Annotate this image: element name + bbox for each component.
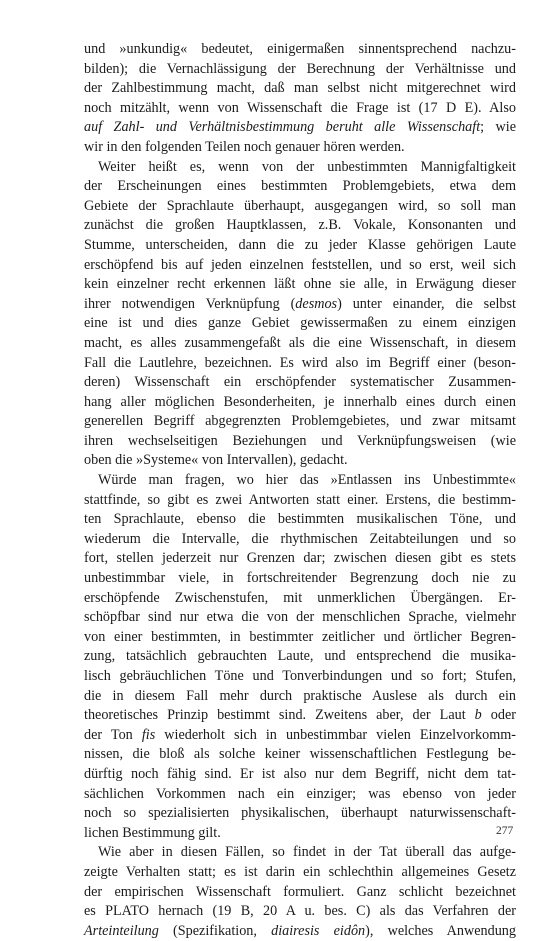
italic-text: fis — [141, 726, 156, 743]
text-run: dürftig noch fähig sind. Er ist also nur dem Begriff, nicht dem tat- — [84, 765, 516, 782]
text-line — [84, 158, 516, 178]
text-line — [84, 216, 516, 236]
text-run: ten Sprachlaute, ebenso die bestimmten musikalischen Töne, und — [84, 511, 516, 528]
text-line — [84, 804, 516, 824]
text-run: generellen Begriff abgegrenzten Problemgebietes, und zwar mitsamt — [84, 413, 516, 430]
text-run: hang aller möglichen Besonderheiten, je innerhalb eines durch einen — [84, 393, 516, 410]
text-run: Stumme, unterscheiden, dann die zu jeder Klasse gehörigen Laute — [84, 236, 516, 253]
text-line — [84, 412, 516, 432]
text-run: zeigte Verhalten statt; es ist darin ein schlechthin allgemeines Gesetz — [84, 863, 516, 880]
text-run: kein einzelner recht erkennen läßt ohne sie alle, in Erwägung dieser — [84, 276, 516, 293]
text-run: bilden); die Vernachlässigung der Berechnung der Verhältnisse und — [84, 60, 516, 77]
text-run: unbestimmbar viele, in fortschreitender Begrenzung doch nie zu — [84, 570, 516, 587]
italic-text: diairesis eidôn — [271, 922, 366, 939]
text-line — [84, 569, 516, 589]
text-line — [84, 667, 516, 687]
text-run: wiederholt sich in unbestimmbar vielen Einzelvorkomm- — [155, 726, 516, 743]
text-line — [84, 256, 516, 276]
text-line — [84, 334, 516, 354]
text-run: zunächst die großen Hauptklassen, z.B. Vokale, Konsonanten und — [84, 217, 516, 234]
text-run: der Erscheinungen eines bestimmten Problemgebiets, etwa dem — [84, 178, 516, 195]
text-run: oder — [481, 707, 516, 724]
text-line — [84, 608, 516, 628]
text-line — [84, 549, 516, 569]
text-run: der Zahlbestimmung macht, daß man selbst nicht mitgerechnet wird — [84, 80, 516, 97]
text-line — [84, 647, 516, 667]
italic-text: desmos — [295, 295, 338, 312]
text-line — [84, 393, 516, 413]
text-line — [84, 138, 516, 158]
text-run: nissen, die bloß als solche keiner wissenschaftlichen Festlegung be- — [84, 746, 516, 763]
text-run: zung, tatsächlich gebrauchten Laute, und entsprechend die musika- — [84, 648, 516, 665]
text-run: ; wie — [480, 119, 516, 136]
text-run: lichen Bestimmung gilt. — [84, 824, 221, 841]
text-line — [84, 118, 516, 138]
text-line — [84, 706, 516, 726]
text-run: Weiter heißt es, wenn von der unbestimmten Mannigfaltigkeit — [98, 158, 516, 175]
text-line — [84, 745, 516, 765]
text-run: Würde man fragen, wo hier das »Entlassen ins Unbestimmte« — [98, 472, 516, 489]
italic-text: auf Zahl- und Verhältnisbestimmung beruht alle Wissenschaft — [84, 119, 481, 136]
text-line — [84, 373, 516, 393]
text-line — [84, 922, 516, 941]
text-run: es PLATO hernach (19 B, 20 A u. bes. C) als das Verfahren der — [84, 903, 516, 920]
text-run: stattfinde, so gibt es zwei Antworten statt einer. Erstens, die bestimm- — [84, 491, 516, 508]
text-run: noch mitzählt, wenn von Wissenschaft die Frage ist (17 D E). Also — [84, 99, 516, 116]
text-line — [84, 843, 516, 863]
text-run: ihren wechselseitigen Beziehungen und Verknüpfungsweisen (wie — [84, 432, 516, 449]
text-line — [84, 99, 516, 119]
text-run: ), welches Anwendung — [365, 922, 516, 939]
text-line — [84, 883, 516, 903]
text-run: die in diesem Fall mehr durch praktische Auslese als durch ein — [84, 687, 516, 704]
text-line — [84, 785, 516, 805]
text-line — [84, 902, 516, 922]
text-line — [84, 236, 516, 256]
text-line — [84, 530, 516, 550]
text-line — [84, 451, 516, 471]
text-run: sächlichen Vorkommen nach ein einziger; was ebenso von jeder — [84, 785, 516, 802]
italic-text: b — [474, 707, 482, 724]
text-line — [84, 471, 516, 491]
page-number: 277 — [496, 825, 514, 837]
text-run: ihrer notwendigen Verknüpfung ( — [84, 295, 296, 312]
text-run: oben die »Systeme« von Intervallen), gedacht. — [84, 452, 348, 469]
text-line — [84, 40, 516, 60]
text-run: Wie aber in diesen Fällen, so findet in der Tat überall das aufge- — [98, 844, 516, 861]
text-run: Fall die Lautlehre, bezeichnen. Es wird also im Begriff einer (beson- — [84, 354, 516, 371]
text-run: noch so spezialisierten physikalischen, überhaupt naturwissenschaft- — [84, 805, 516, 822]
text-line — [84, 726, 516, 746]
text-run: lisch gebräuchlichen Töne und Tonverbindungen und so fort; Stufen, — [84, 668, 516, 684]
text-run: und »unkundig« bedeutet, einigermaßen sinnentsprechend nachzu- — [84, 41, 516, 57]
text-run: deren) Wissenschaft ein erschöpfender systematischer Zusammen- — [84, 374, 516, 391]
text-run: (Spezifikation, — [158, 922, 272, 939]
body-text — [84, 40, 516, 941]
text-run: wir in den folgenden Teilen noch genauer hören werden. — [84, 138, 405, 155]
text-line — [84, 765, 516, 785]
text-line — [84, 314, 516, 334]
text-run: von einer bestimmten, in bestimmter zeitlicher und örtlicher Begren- — [84, 628, 516, 645]
text-line — [84, 275, 516, 295]
text-line — [84, 177, 516, 197]
text-line — [84, 295, 516, 315]
text-run: theoretisches Prinzip bestimmt sind. Zweitens aber, der Laut — [84, 707, 475, 724]
text-run: ) unter einander, die selbst — [337, 295, 516, 312]
text-run: erschöpfende Zwischenstufen, mit unmerklichen Übergängen. Er- — [84, 589, 516, 606]
text-line — [84, 510, 516, 530]
text-line — [84, 824, 516, 844]
text-run: der empirischen Wissenschaft formuliert. Ganz schlicht bezeichnet — [84, 883, 516, 900]
text-run: der Ton — [84, 726, 142, 743]
text-line — [84, 687, 516, 707]
text-run: macht, es alles zusammengefaßt als die eine Wissenschaft, in diesem — [84, 334, 516, 351]
text-line — [84, 79, 516, 99]
text-line — [84, 491, 516, 511]
text-line — [84, 197, 516, 217]
text-line — [84, 628, 516, 648]
text-line — [84, 432, 516, 452]
text-run: eine ist und dies ganze Gebiet gewissermaßen zu einem einzigen — [84, 315, 516, 332]
text-run: Gebiete der Sprachlaute überhaupt, ausgegangen wird, so soll man — [84, 197, 516, 214]
text-line — [84, 589, 516, 609]
text-line — [84, 60, 516, 80]
text-line — [84, 354, 516, 374]
text-run: wiederum die Intervalle, die rhythmischen Zeitabteilungen und so — [84, 530, 516, 547]
italic-text: Arteinteilung — [84, 922, 159, 939]
text-run: schöpfbar sind nur etwa die von der menschlichen Sprache, vielmehr — [84, 609, 516, 626]
text-run: fort, stellen jederzeit nur Grenzen dar; zwischen diesen gibt es stets — [84, 550, 516, 567]
text-run: erschöpfend bis auf jeden einzelnen feststellen, und so erst, weil sich — [84, 256, 516, 273]
